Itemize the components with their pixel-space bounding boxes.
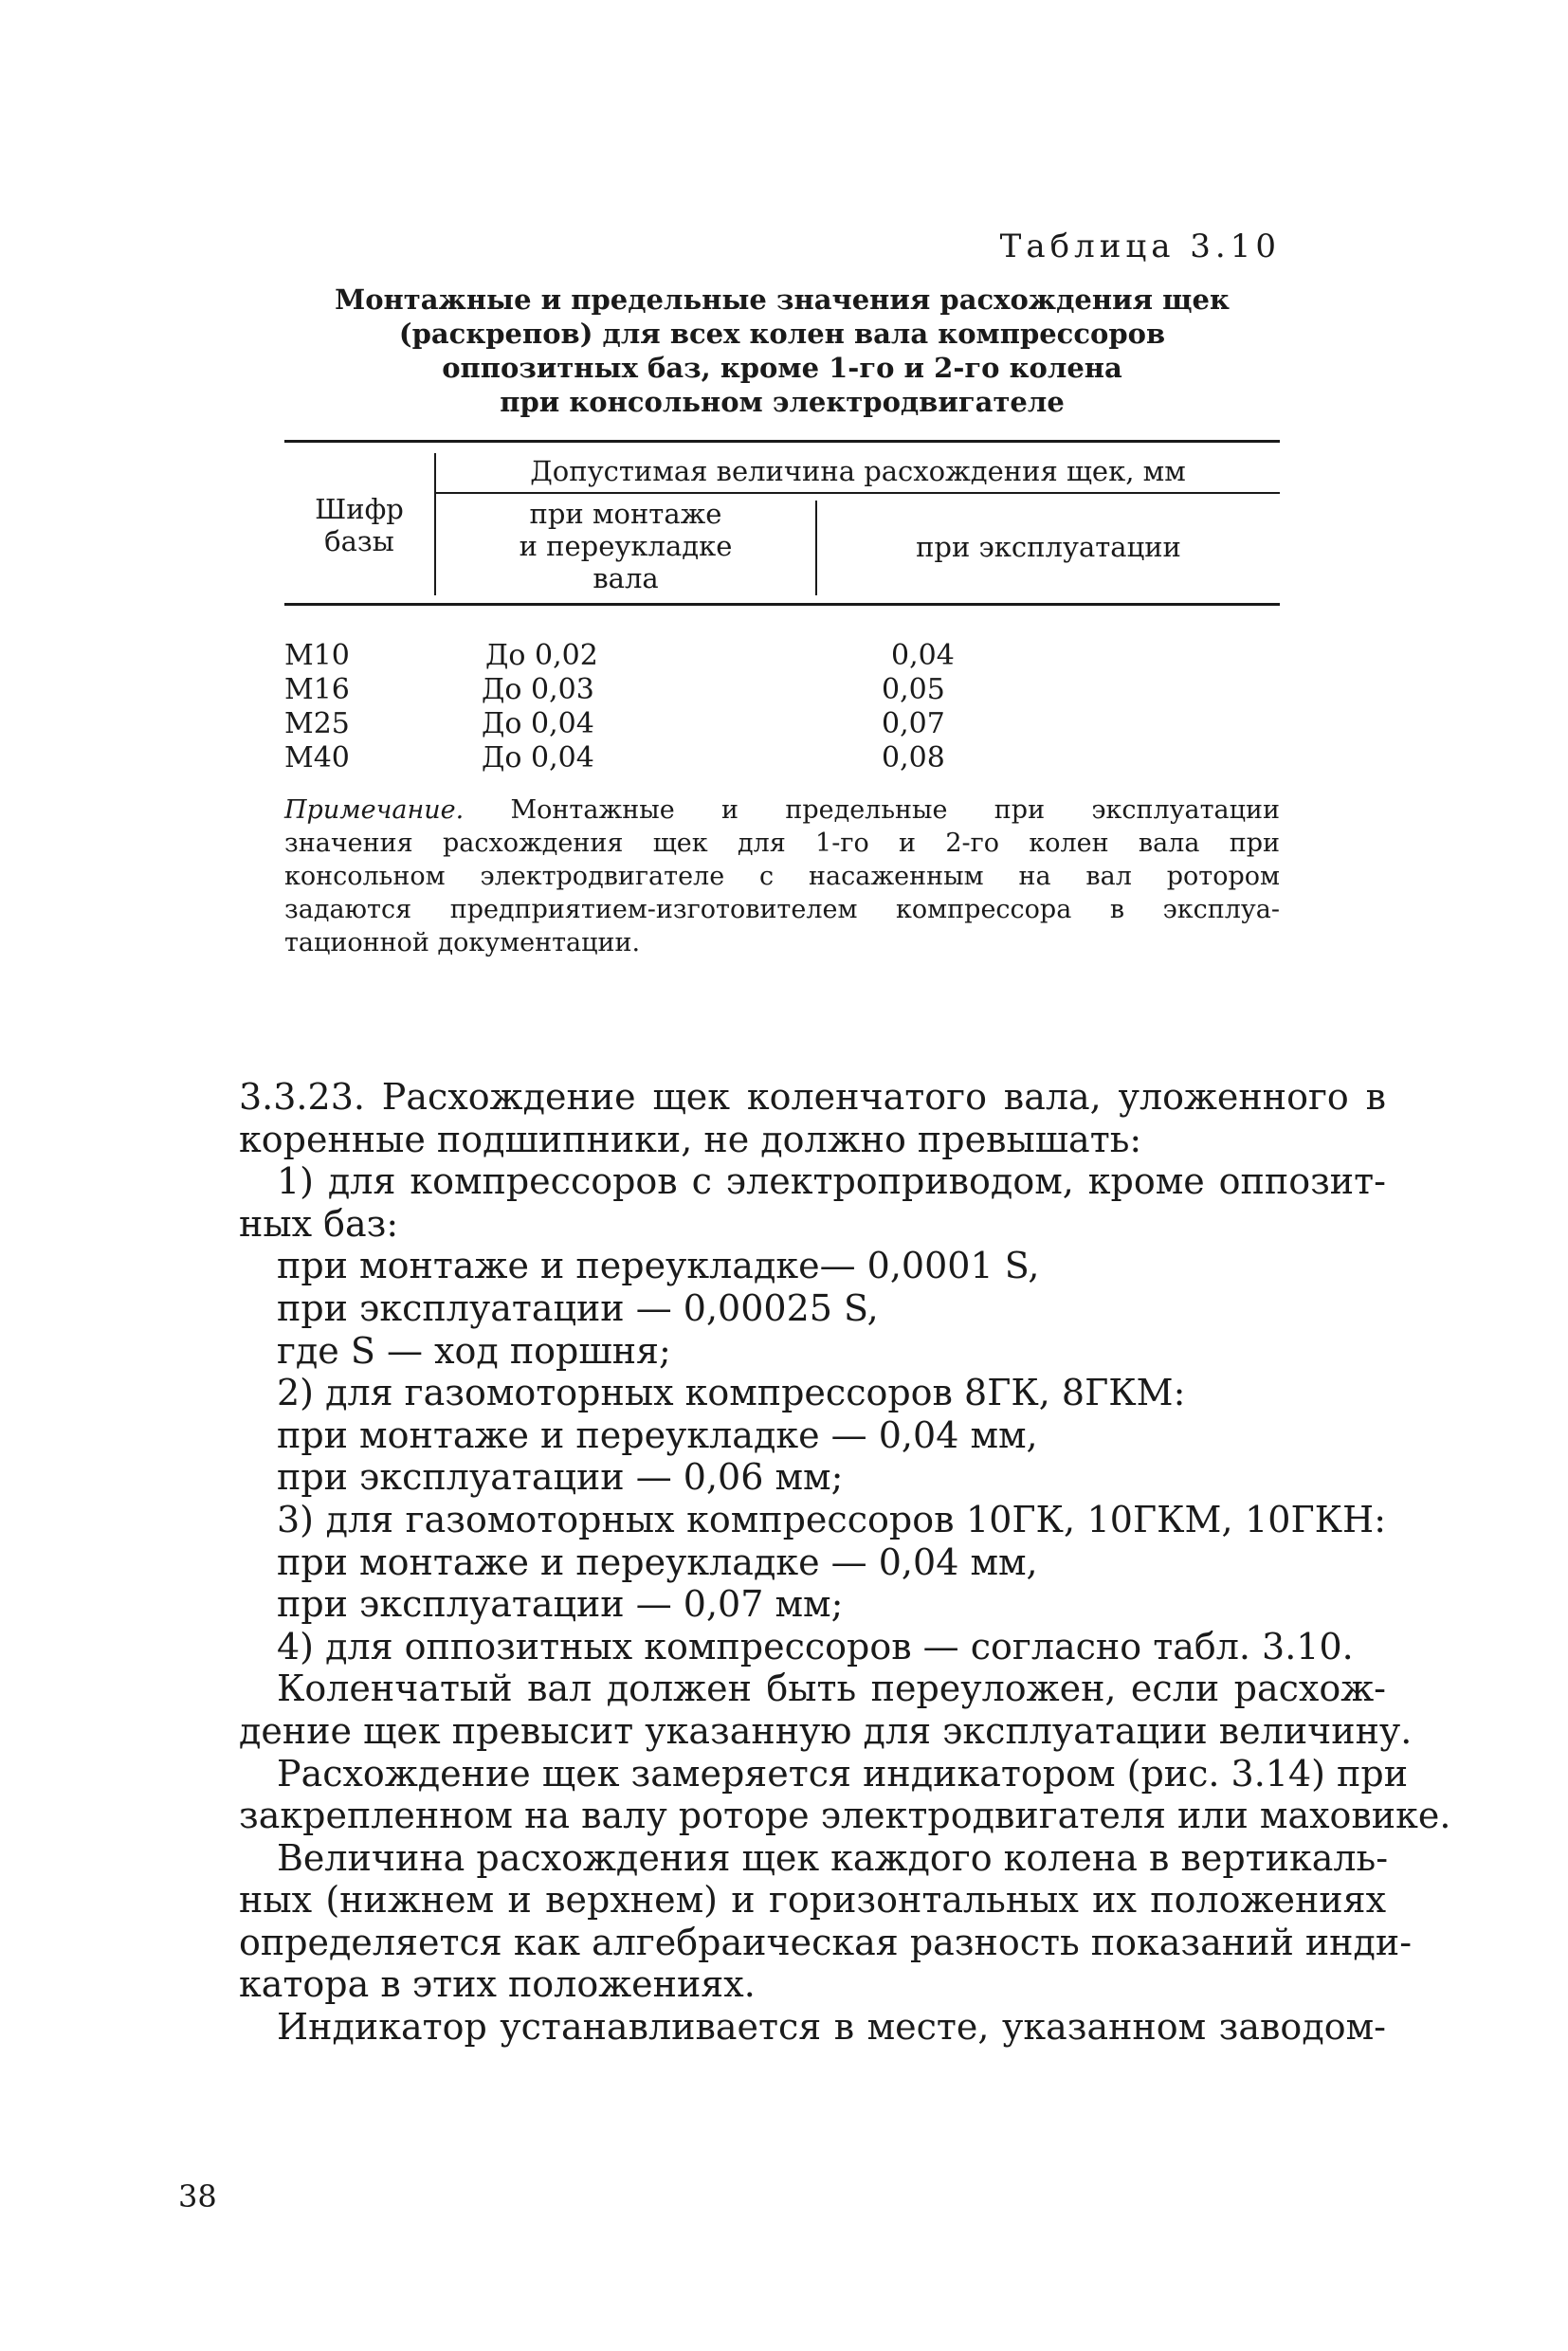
text-line: при эксплуатации — 0,07 мм; xyxy=(277,1583,844,1626)
cell-operation: 0,05 xyxy=(882,673,945,706)
table-top-rule xyxy=(284,440,1280,443)
table-note xyxy=(284,793,1280,959)
note-line: задаются предприятием-изготовителем компрессора в эксплуа- xyxy=(284,895,1280,924)
cell-mount: До 0,03 xyxy=(482,673,594,706)
text-line: при монтаже и переукладке — 0,04 мм, xyxy=(277,1540,1038,1583)
cell-operation: 0,04 xyxy=(891,639,955,672)
cell-operation: 0,07 xyxy=(882,707,945,740)
text-line: 3) для газомоторных компрессоров 10ГК, 10ГКМ, 10ГКН: xyxy=(277,1498,1386,1540)
text-line: 4) для оппозитных компрессоров — согласно табл. 3.10. xyxy=(277,1625,1354,1668)
cell-operation: 0,08 xyxy=(882,741,945,775)
text-line: Расхождение щек замеряется индикатором (рис. 3.14) при xyxy=(277,1752,1409,1795)
table-caption xyxy=(284,282,1280,419)
cell-mount: До 0,02 xyxy=(485,639,598,672)
header-group-title: Допустимая величина расхождения щек, мм xyxy=(530,455,1186,487)
header-group-rule xyxy=(436,492,1280,494)
caption-line: при консольном электродвигателе xyxy=(500,386,1065,418)
text-line: определяется как алгебраическая разность показаний инди- xyxy=(239,1921,1413,1963)
text-line: Величина расхождения щек каждого колена в вертикаль- xyxy=(277,1836,1389,1879)
cell-base: М25 xyxy=(284,707,350,740)
header-bottom-rule xyxy=(284,603,1280,606)
text-line: Индикатор устанавливается в месте, указанном заводом- xyxy=(277,2006,1386,2049)
table-label: Таблица 3.10 xyxy=(999,228,1281,265)
text-line: при эксплуатации — 0,06 мм; xyxy=(277,1456,844,1499)
text-line: дение щек превысит указанную для эксплуатации величину. xyxy=(239,1709,1413,1752)
text-line: закрепленном на валу роторе электродвигателя или маховике. xyxy=(239,1795,1451,1837)
header-operation-value: при эксплуатации xyxy=(916,531,1181,563)
text-line: 1) для компрессоров с электроприводом, кроме оппозит- xyxy=(277,1160,1386,1203)
text-line: ных баз: xyxy=(239,1202,399,1245)
text-line: Коленчатый вал должен быть переуложен, если расхож- xyxy=(277,1668,1386,1710)
note-line: значения расхождения щек для 1-го и 2-го колен вала при xyxy=(284,829,1280,858)
cell-base: М10 xyxy=(284,639,350,672)
body-text xyxy=(239,1076,1451,2049)
cell-base: М16 xyxy=(284,673,350,706)
cell-mount: До 0,04 xyxy=(482,741,594,775)
text-line: при монтаже и переукладке — 0,04 мм, xyxy=(277,1413,1038,1456)
text-line: ных (нижнем и верхнем) и горизонтальных их положениях xyxy=(239,1879,1386,1922)
header-base-code: Шифр базы xyxy=(315,493,404,557)
cell-mount: До 0,04 xyxy=(482,707,594,740)
caption-line: оппозитных баз, кроме 1-го и 2-го колена xyxy=(442,352,1122,384)
caption-line: Монтажные и предельные значения расхождения щек xyxy=(335,283,1230,316)
text-line: 3.3.23. Расхождение щек коленчатого вала, уложенного в xyxy=(239,1076,1386,1118)
caption-line: (раскрепов) для всех колен вала компрессоров xyxy=(398,318,1166,350)
page-number: 38 xyxy=(178,2178,217,2214)
text-line: коренные подшипники, не должно превышать: xyxy=(239,1118,1142,1160)
header-mount-value: при монтаже и переукладке вала xyxy=(519,498,733,594)
text-line: где S — ход поршня; xyxy=(277,1329,671,1372)
note-line: консольном электродвигателе с насаженным на вал ротором xyxy=(284,862,1280,891)
text-line: при эксплуатации — 0,00025 S, xyxy=(277,1286,879,1329)
text-line: 2) для газомоторных компрессоров 8ГК, 8ГКМ: xyxy=(277,1372,1186,1414)
cell-base: М40 xyxy=(284,741,350,775)
note-label: Примечание. xyxy=(284,795,465,825)
note-line: тационной документации. xyxy=(284,928,641,957)
text-line: катора в этих положениях. xyxy=(239,1963,756,2006)
text-line: при монтаже и переукладке— 0,0001 S, xyxy=(277,1245,1040,1287)
note-line: Примечание. Монтажные и предельные при эксплуатации xyxy=(284,795,1280,825)
